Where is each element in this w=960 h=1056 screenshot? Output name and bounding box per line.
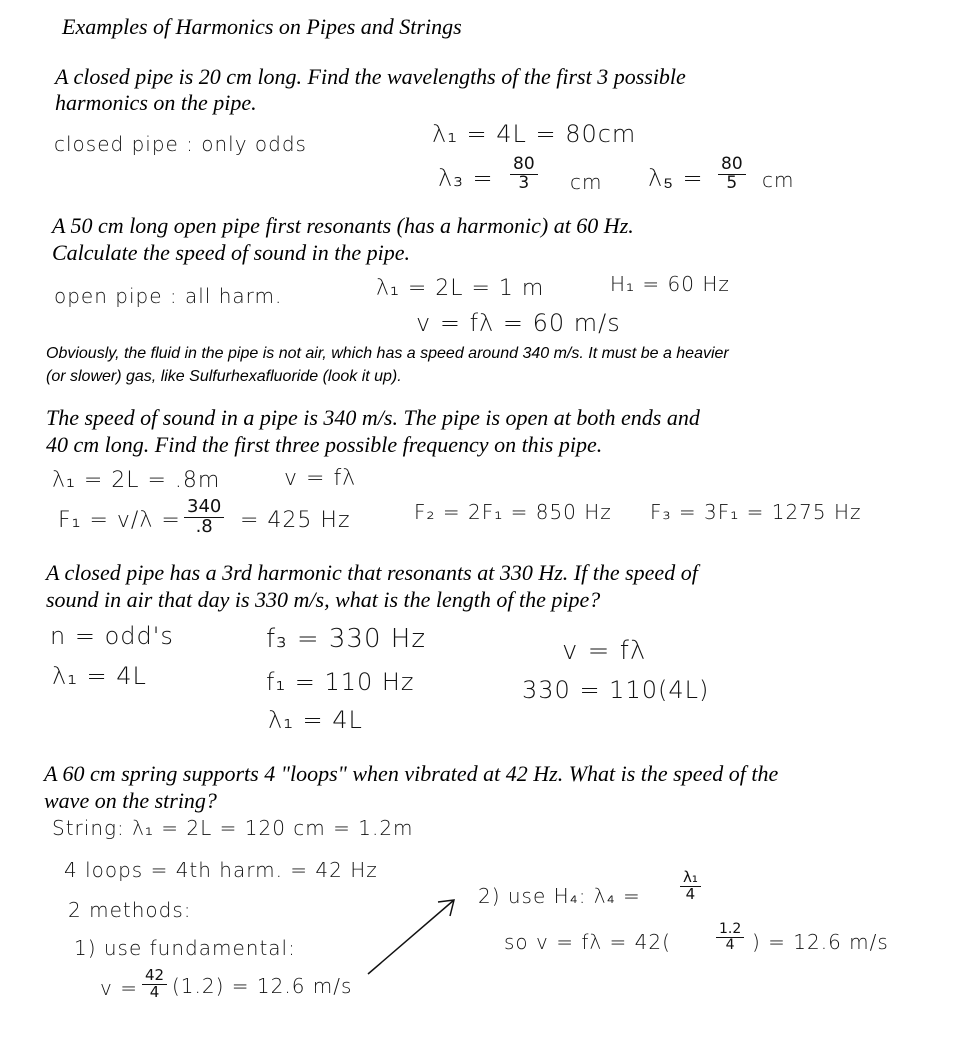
problem2-note-line2: (or slower) gas, like Sulfurhexafluoride (look it up). [46, 368, 402, 385]
problem5-method1: 1) use fundamental: [74, 936, 296, 960]
problem5-v1-lhs: v = [100, 976, 138, 1000]
problem4-f3: f₃ = 330 Hz [266, 624, 426, 654]
problem2-open-note: open pipe : all harm. [54, 284, 283, 308]
arrow-icon [360, 890, 460, 980]
problem1-lambda3-num: 80 [510, 156, 538, 175]
problem3-f1-den: .8 [195, 515, 213, 537]
problem5-question-line1: A 60 cm spring supports 4 "loops" when vibrated at 42 Hz. What is the speed of the [44, 761, 779, 786]
problem4-v: v = fλ [562, 636, 647, 666]
problem4-question-line2: sound in air that day is 330 m/s, what is the length of the pipe? [46, 587, 601, 612]
problem1-lambda3-lhs: λ₃ = [438, 164, 494, 192]
problem3-f2: F₂ = 2F₁ = 850 Hz [414, 500, 612, 524]
problem1-question-line2: harmonics on the pipe. [55, 90, 257, 115]
problem1-lambda5-unit: cm [762, 168, 795, 192]
problem5-v1-num: 42 [142, 968, 167, 985]
problem4-lambda1-mid: λ₁ = 4L [268, 706, 363, 734]
problem5-method2-num: λ₁ [680, 870, 701, 887]
problem1-closed-note: closed pipe : only odds [54, 132, 307, 156]
problem2-h1: H₁ = 60 Hz [610, 272, 730, 296]
problem5-question-line2: wave on the string? [44, 788, 217, 813]
problem1-lambda3-den: 3 [518, 172, 530, 193]
problem1-lambda5-num: 80 [718, 156, 746, 175]
problem5-methods: 2 methods: [68, 898, 192, 922]
problem5-so-lhs: so v = fλ = 42( [504, 930, 671, 954]
problem4-lambda1-left: λ₁ = 4L [52, 662, 147, 690]
problem5-method2-den: 4 [685, 884, 696, 903]
problem4-f1: f₁ = 110 Hz [266, 668, 415, 696]
problem5-so-fraction [716, 922, 744, 952]
problem3-v: v = fλ [284, 466, 357, 491]
page-title: Examples of Harmonics on Pipes and Strings [62, 14, 462, 39]
problem1-lambda1: λ₁ = 4L = 80cm [432, 120, 637, 148]
problem1-lambda3-unit: cm [570, 170, 603, 194]
problem4-question-line1: A closed pipe has a 3rd harmonic that resonants at 330 Hz. If the speed of [46, 560, 698, 585]
problem3-f1-num: 340 [184, 498, 224, 518]
problem2-question-line2: Calculate the speed of sound in the pipe. [52, 240, 411, 265]
problem2-question-line1: A 50 cm long open pipe first resonants (has a harmonic) at 60 Hz. [52, 213, 634, 238]
problem2-lambda1: λ₁ = 2L = 1 m [376, 276, 545, 301]
problem3-question-line1: The speed of sound in a pipe is 340 m/s. The pipe is open at both ends and [46, 405, 700, 430]
problem3-question-line2: 40 cm long. Find the first three possible frequency on this pipe. [46, 432, 603, 457]
problem1-lambda5-den: 5 [726, 172, 738, 193]
problem4-n: n = odd's [50, 622, 174, 650]
problem5-v1-rhs: (1.2) = 12.6 m/s [172, 974, 353, 998]
problem5-v1-den: 4 [149, 982, 160, 1001]
problem3-f1-rhs: = 425 Hz [240, 508, 351, 533]
problem5-method2-fraction [680, 870, 701, 903]
problem1-lambda3-fraction [510, 156, 538, 193]
problem1-lambda5-fraction [718, 156, 746, 193]
problem5-loops: 4 loops = 4th harm. = 42 Hz [64, 858, 378, 882]
problem1-question-line1: A closed pipe is 20 cm long. Find the wavelengths of the first 3 possible [55, 64, 686, 89]
problem5-v1-fraction [142, 968, 167, 1001]
problem5-string: String: λ₁ = 2L = 120 cm = 1.2m [52, 816, 414, 840]
problem2-note-line1: Obviously, the fluid in the pipe is not air, which has a speed around 340 m/s. It must be a heavier [46, 345, 729, 362]
problem1-lambda5-lhs: λ₅ = [648, 164, 704, 192]
problem5-method2-lhs: 2) use H₄: λ₄ = [478, 884, 641, 908]
problem3-f1-lhs: F₁ = v/λ = [58, 508, 181, 533]
problem2-v: v = fλ = 60 m/s [416, 309, 621, 337]
problem3-f3: F₃ = 3F₁ = 1275 Hz [650, 500, 862, 524]
problem3-f1-fraction [184, 498, 224, 537]
problem3-lambda1: λ₁ = 2L = .8m [52, 468, 221, 493]
problem5-so-den: 4 [725, 936, 735, 953]
problem5-so-num: 1.2 [716, 922, 744, 938]
problem4-eq: 330 = 110(4L) [522, 676, 710, 704]
problem5-so-rhs: ) = 12.6 m/s [752, 930, 889, 954]
